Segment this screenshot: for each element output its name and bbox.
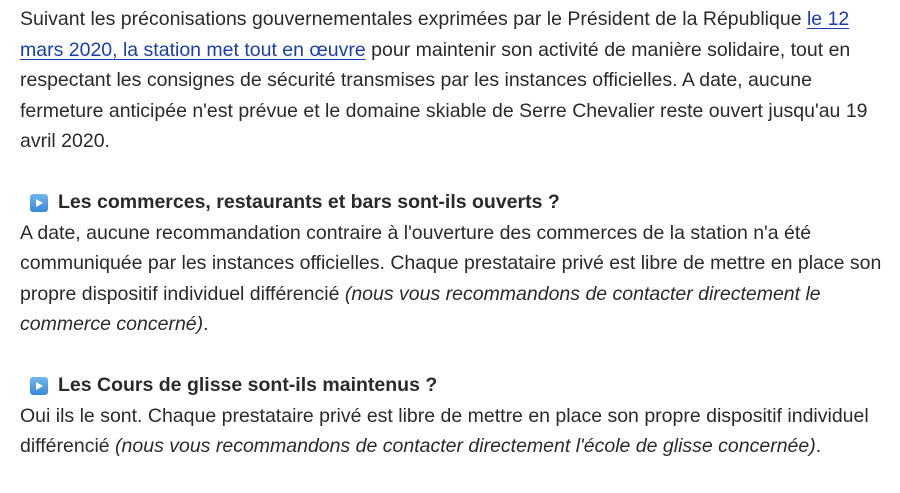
faq-answer-end: . [815,435,822,457]
article-content [20,4,892,493]
intro-text-after: pour maintenir son activité de manière solidaire, tout en respectant les consignes de sécurité transmises par les instances officielles. A date, aucune fermeture anticipée n'est prévue et le domaine skiable de Serre Chevalier reste ouvert jusqu'au 19 avril 2020. [20,38,868,152]
play-button-icon [30,194,48,212]
faq-answer-end: . [203,313,209,335]
faq-answer-italic: (nous vous recommandons de contacter directement le commerce concerné) [20,282,821,335]
faq-item-commerces [20,188,892,340]
faq-answer-italic: (nous vous recommandons de contacter directement l'école de glisse concernée) [115,435,816,457]
faq-answer-text: Oui ils le sont. Chaque prestataire privé est libre de mettre en place son propre dispositif individuel différencié [20,404,869,457]
faq-answer-text: A date, aucune recommandation contraire à l'ouverture des commerces de la station n'a été communiquée par les instances officielles. Chaque prestataire privé est libre de mettre en place son propre dispositif individuel différencié [20,221,882,305]
faq-answer [20,401,892,462]
faq-question [30,188,892,218]
intro-text-before: Suivant les préconisations gouvernementales exprimées par le Président de la République [20,8,807,30]
faq-item-cours-de-glisse [20,371,892,462]
play-button-icon [30,377,48,395]
announcement-link[interactable]: le 12 mars 2020, la station met tout en œuvre [20,8,850,61]
faq-question-text: Les commerces, restaurants et bars sont-ils ouverts ? [58,191,560,214]
faq-answer [20,218,892,340]
faq-question-text: Les Cours de glisse sont-ils maintenus ? [58,374,438,397]
faq-question [30,371,892,401]
intro-paragraph [20,4,892,157]
